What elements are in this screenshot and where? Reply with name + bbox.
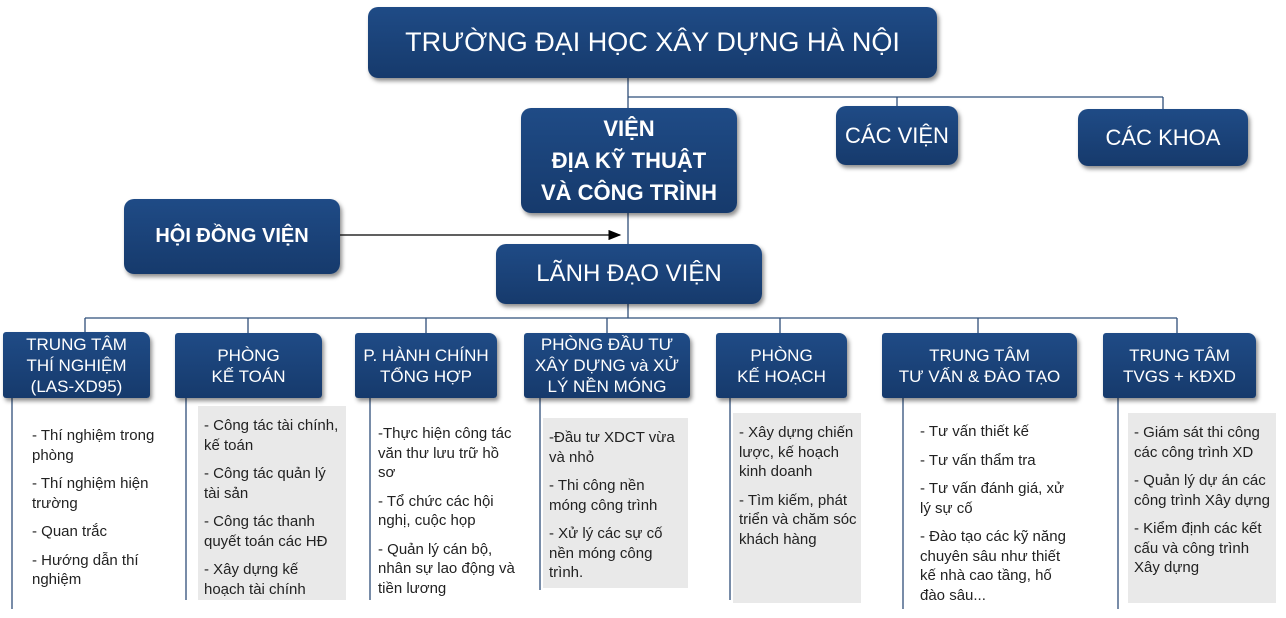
unit-line: PHÒNG ĐẦU TƯ	[540, 335, 674, 354]
task-item: - Tư vấn thẩm tra	[920, 451, 1036, 469]
cac-khoa-box	[1078, 109, 1248, 166]
unit-line: PHÒNG	[750, 345, 813, 365]
leadership-label: LÃNH ĐẠO VIỆN	[536, 260, 722, 287]
task-item: - Tư vấn thiết kế	[920, 423, 1029, 440]
task-item: - Thi công nền móng công trình	[549, 477, 658, 514]
council-box	[124, 199, 340, 274]
task-item: - Công tác tài chính, kế toán	[204, 417, 339, 454]
task-item: - Thí nghiệm hiện trường	[32, 475, 149, 512]
institute-line-1: VIỆN	[603, 115, 655, 141]
task-item: -Thực hiện công tác văn thư lưu trữ hồ sơ	[378, 425, 512, 481]
unit-line: TRUNG TÂM	[26, 334, 127, 354]
leadership-box	[496, 244, 762, 304]
council-label: HỘI ĐỒNG VIỆN	[155, 225, 309, 247]
university-title: TRƯỜNG ĐẠI HỌC XÂY DỰNG HÀ NỘI	[405, 27, 900, 57]
task-item: - Giám sát thi công các công trình XD	[1134, 424, 1260, 461]
task-item: - Đào tạo các kỹ năng chuyên sâu như thiết kế nhà cao tầng, hố đào sâu...	[920, 528, 1066, 604]
task-item: - Công tác thanh quyết toán các HĐ	[204, 513, 328, 550]
cac-vien-box	[836, 106, 958, 165]
task-item: - Tư vấn đánh giá, xử lý sự cố	[920, 480, 1065, 517]
unit-line: TRUNG TÂM	[929, 345, 1030, 365]
tasks-admin	[372, 414, 520, 611]
task-item: - Công tác quản lý tài sản	[204, 465, 326, 502]
institute-line-2: ĐỊA KỸ THUẬT	[551, 147, 707, 173]
tasks-investment	[543, 418, 688, 588]
unit-testing-center	[3, 332, 150, 398]
tasks-consulting-training	[914, 412, 1078, 618]
tasks-testing-center	[26, 416, 174, 603]
tasks-planning	[733, 413, 861, 603]
unit-line: TƯ VẤN & ĐÀO TẠO	[898, 366, 1061, 386]
task-item: - Quản lý cán bộ, nhân sự lao động và tiền lương	[378, 540, 515, 597]
unit-admin	[355, 333, 497, 398]
task-item: - Xử lý các sự cố nền móng công trình.	[549, 525, 663, 581]
task-item: - Tìm kiếm, phát triển và chăm sóc khách hàng	[739, 491, 857, 548]
task-item: - Tổ chức các hội nghị, cuộc họp	[378, 492, 494, 529]
task-item: - Quản lý dự án các công trình Xây dựng	[1134, 472, 1270, 509]
unit-line: P. HÀNH CHÍNH	[363, 345, 489, 365]
unit-accounting	[175, 333, 322, 398]
task-item: - Quan trắc	[32, 523, 108, 540]
task-item: - Kiểm định các kết cấu và công trình Xây dựng	[1134, 520, 1262, 576]
unit-line: TRUNG TÂM	[1129, 345, 1230, 365]
task-item: -Đầu tư XDCT vừa và nhỏ	[549, 429, 675, 466]
task-item: - Thí nghiệm trong phòng	[32, 427, 155, 464]
unit-planning	[716, 333, 847, 398]
unit-line: THÍ NGHIỆM	[26, 355, 127, 375]
task-item: - Xây dựng kế hoạch tài chính	[204, 561, 306, 598]
institute-line-3: VÀ CÔNG TRÌNH	[541, 179, 717, 205]
task-item: - Hướng dẫn thí nghiệm	[32, 551, 139, 588]
task-item: - Xây dựng chiến lược, kế hoạch kinh doanh	[739, 424, 854, 480]
unit-line: LÝ NỀN MÓNG	[547, 377, 667, 396]
unit-consulting-training	[882, 333, 1077, 398]
institute-box	[521, 108, 737, 213]
unit-line: KẾ HOẠCH	[737, 366, 826, 386]
unit-line: (LAS-XD95)	[30, 376, 123, 396]
unit-line: KẾ TOÁN	[211, 366, 286, 386]
unit-line: PHÒNG	[217, 345, 280, 365]
tasks-accounting	[198, 406, 346, 600]
unit-investment	[524, 333, 690, 398]
unit-supervision	[1103, 333, 1256, 398]
unit-line: TỔNG HỢP	[379, 366, 473, 386]
tasks-supervision	[1128, 413, 1276, 603]
unit-line: TVGS + KĐXD	[1123, 366, 1236, 386]
cac-khoa-label: CÁC KHOA	[1105, 124, 1221, 150]
cac-vien-label: CÁC VIỆN	[845, 122, 949, 148]
university-box	[368, 7, 937, 78]
unit-line: XÂY DỰNG và XỬ	[535, 356, 679, 375]
